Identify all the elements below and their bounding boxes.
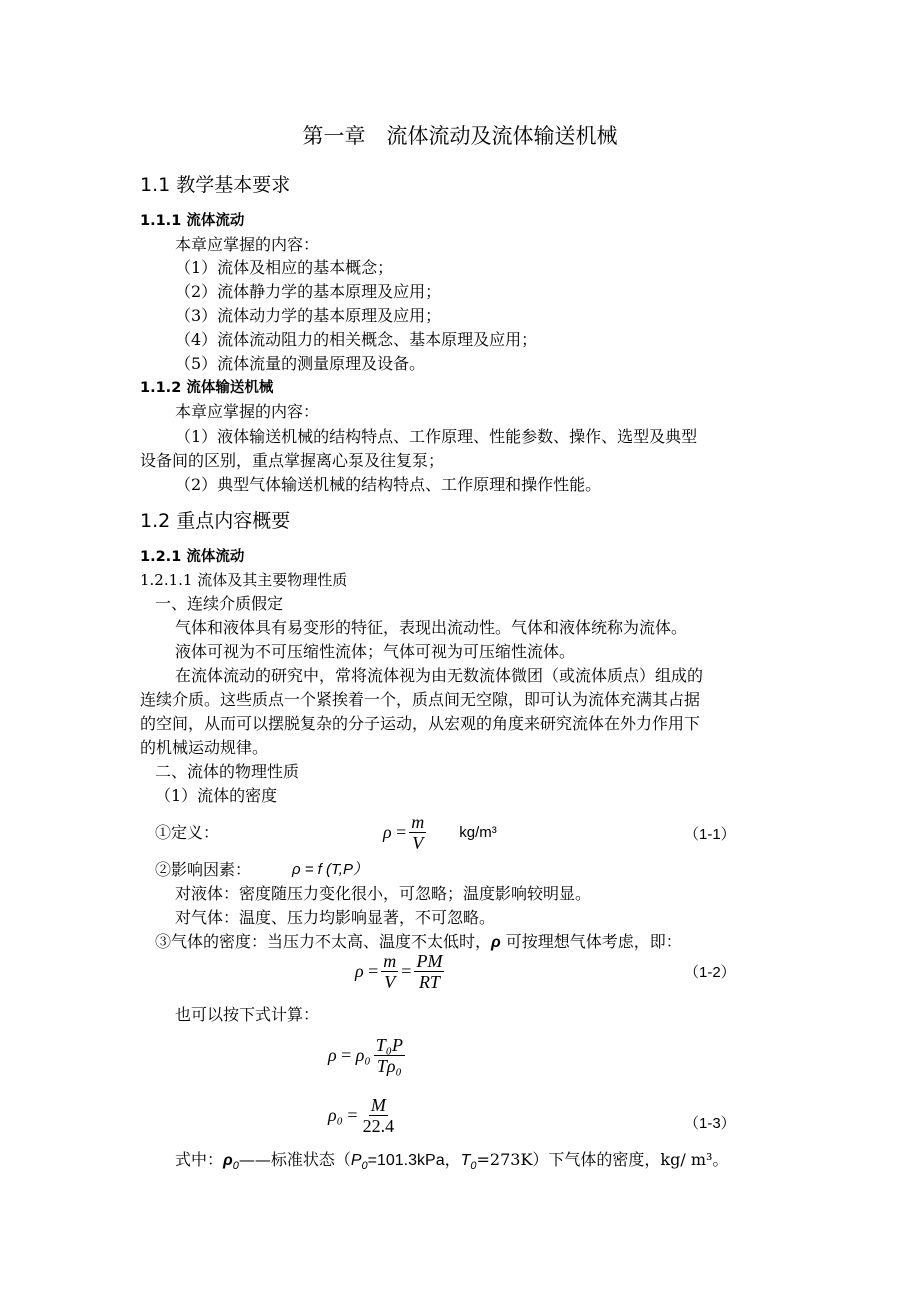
- list-item: （2）流体静力学的基本原理及应用；: [175, 282, 442, 301]
- text-line: 的机械运动规律。: [140, 738, 269, 757]
- text: ρ: [223, 1152, 233, 1169]
- subsection-heading: 1.1.2 流体输送机械: [140, 380, 274, 396]
- formula-part: ρ₀: [328, 1105, 343, 1125]
- text-line: 对液体：密度随压力变化很小，可忽略；温度影响较明显。: [175, 884, 592, 903]
- formula-part: RT: [418, 972, 440, 992]
- formula-part: V: [384, 972, 396, 992]
- text: ③气体的密度：当压力不太高、温度不太低时，: [155, 932, 492, 951]
- list-item: （3）流体动力学的基本原理及应用；: [175, 306, 442, 325]
- list-item: （1）液体输送机械的结构特点、工作原理、性能参数、操作、选型及典型: [175, 427, 698, 446]
- formula-part: PM: [416, 951, 443, 971]
- equation-number: （1-2）: [684, 964, 736, 981]
- subsubsection-heading: 1.2.1.1 流体及其主要物理性质: [140, 571, 348, 589]
- definition-label: ①定义：: [155, 823, 220, 842]
- formula-part: m: [411, 812, 425, 832]
- text: ——标准状态（: [238, 1150, 351, 1169]
- text: T: [460, 1152, 471, 1169]
- subsection-heading: 1.2.1 流体流动: [140, 549, 245, 565]
- list-item: （2）典型气体输送机械的结构特点、工作原理和操作性能。: [175, 475, 602, 494]
- text-line: 液体可视为不可压缩性流体；气体可视为可压缩性流体。: [175, 642, 576, 661]
- text: =273K）下气体的密度，kg/ m³。: [476, 1150, 729, 1169]
- formula-part: ρ: [383, 822, 392, 842]
- equation-number: （1-3）: [684, 1115, 736, 1132]
- formula-part: V: [412, 833, 424, 853]
- text-line: （1）流体的密度: [155, 786, 278, 805]
- text-line: 的空间，从而可以摆脱复杂的分子运动，从宏观的角度来研究流体在外力作用下: [140, 714, 701, 733]
- formula-1-2: ρ = $\frac{m}{V}$ = $\frac{PM}{RT}$: [355, 951, 443, 992]
- list-item: （5）流体流量的测量原理及设备。: [175, 354, 426, 373]
- formula-part: T₀P: [375, 1035, 403, 1055]
- section-heading: 1.2 重点内容概要: [140, 510, 291, 532]
- formula-part: m: [383, 951, 397, 971]
- list-item: （1）流体及相应的基本概念；: [175, 258, 394, 277]
- formula-inline: ρ = f (T,P）: [292, 861, 368, 878]
- text: 式中：: [175, 1150, 224, 1169]
- text-line: ②影响因素：: [155, 860, 252, 879]
- list-item: （4）流体流动阻力的相关概念、基本原理及应用；: [175, 330, 538, 349]
- text-line: 一、连续介质假定: [155, 594, 284, 613]
- text-line: 本章应掌握的内容：: [175, 235, 320, 254]
- formula-unit: kg/m³: [459, 824, 497, 841]
- text: ρ: [491, 934, 501, 951]
- formula-1-3: ρ₀ = $\frac{M}{22.4}$: [328, 1095, 395, 1136]
- equation-number: （1-1）: [684, 826, 736, 843]
- text: =101.3kPa，: [367, 1152, 461, 1169]
- text: 可按理想气体考虑，即：: [500, 932, 682, 951]
- text-line: 连续介质。这些质点一个紧挨着一个，质点间无空隙，即可认为流体充满其占据: [140, 690, 701, 709]
- formula-density: ρ = ρ₀ $\frac{\text{T₀P}}{\text{Tρ₀}}$: [328, 1035, 403, 1076]
- section-heading: 1.1 教学基本要求: [140, 174, 291, 196]
- text-line: 本章应掌握的内容：: [175, 402, 320, 421]
- formula-part: ρ₀: [355, 1045, 371, 1065]
- formula-part: ρ: [355, 961, 364, 981]
- text-line: 对气体：温度、压力均影响显著，不可忽略。: [175, 908, 496, 927]
- text-line: 也可以按下式计算：: [175, 1005, 320, 1024]
- text-line: 式中：$\rho_0——$标准状态（$P_0=101.3kPa$，$T_0=273K$）下气体的密度，kg/ m³。: [175, 1150, 729, 1173]
- chapter-title: 第一章 流体流动及流体输送机械: [302, 124, 618, 148]
- subsection-heading: 1.1.1 流体流动: [140, 213, 245, 229]
- text-line: 二、流体的物理性质: [155, 762, 300, 781]
- formula-part: M: [370, 1095, 386, 1115]
- formula-part: Tρ₀: [376, 1056, 402, 1076]
- formula-part: 22.4: [362, 1116, 395, 1136]
- text-line: 气体和液体具有易变形的特征，表现出流动性。气体和液体统称为流体。: [175, 618, 688, 637]
- formula-part: ρ: [328, 1045, 337, 1065]
- text-line: 设备间的区别，重点掌握离心泵及往复泵；: [140, 451, 445, 470]
- formula-1-1: ρ = $\frac{m}{V}$ kg/m³: [383, 812, 497, 853]
- text-line: 在流体流动的研究中，常将流体视为由无数流体微团（或流体质点）组成的: [175, 666, 704, 685]
- text: P: [350, 1152, 362, 1169]
